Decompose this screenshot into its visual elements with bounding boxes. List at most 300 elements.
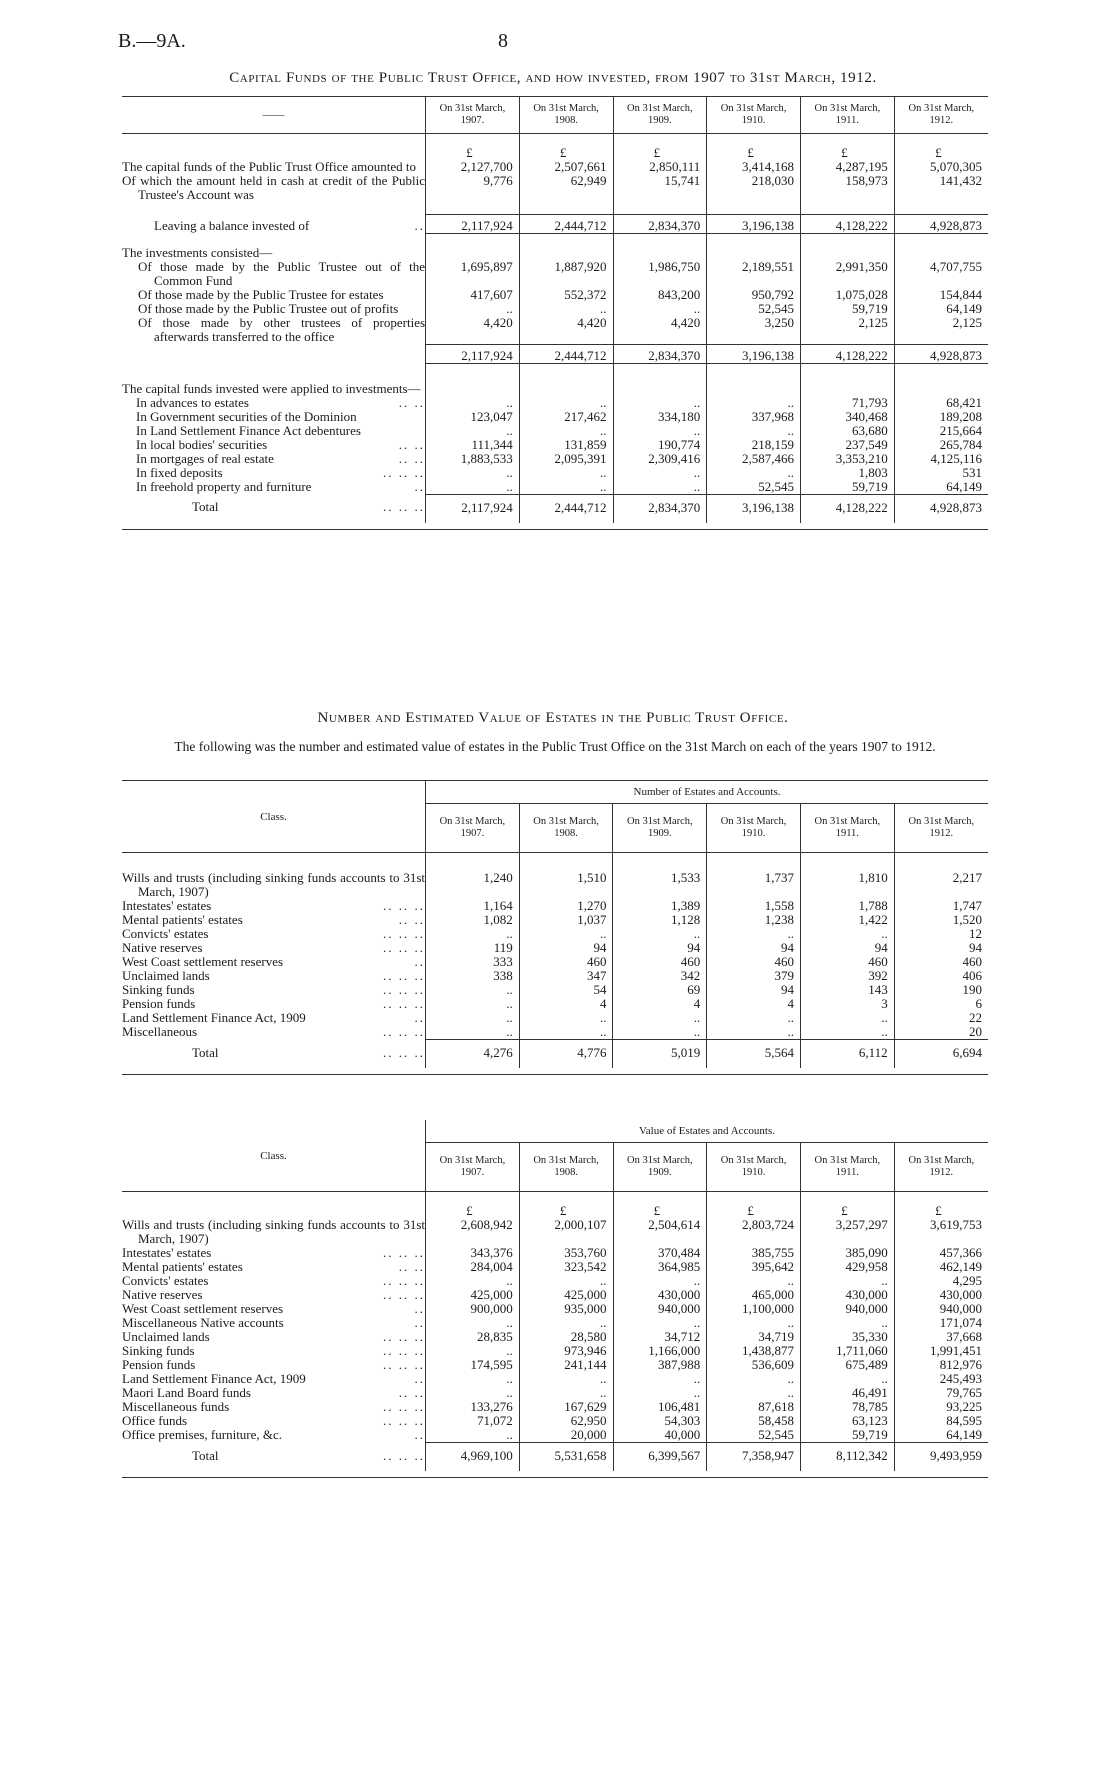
cell: .. <box>426 1025 520 1040</box>
cell: 2,504,614 <box>613 1218 707 1246</box>
cell: 1,082 <box>426 913 520 927</box>
cell: .. <box>800 1011 894 1025</box>
estates-title: Number and Estimated Value of Estates in the Public Trust Office. <box>317 710 789 726</box>
row-label: The investments consisted— <box>122 245 273 260</box>
row-label: Unclaimed lands .. .. .. <box>122 968 426 983</box>
cell: 141,432 <box>894 174 988 202</box>
row-label: In advances to estates .. .. <box>136 394 426 410</box>
cell: .. <box>613 927 707 941</box>
row-label: In local bodies' securities .. .. <box>136 436 426 452</box>
cell: 190,774 <box>613 438 707 452</box>
row-label: In mortgages of real estate .. .. <box>136 450 426 466</box>
cell: 68,421 <box>894 396 988 410</box>
cell: 4,928,873 <box>894 494 988 523</box>
cell: 385,755 <box>707 1246 801 1260</box>
cell: 94 <box>707 941 801 955</box>
cell: 2,444,712 <box>519 494 613 523</box>
capital-funds-title: Capital Funds of the Public Trust Office, and how invested, from 1907 to 31st March, 1912. <box>229 70 877 86</box>
cell: 4,128,222 <box>800 344 894 363</box>
cell: .. <box>426 466 520 480</box>
cell: 1,389 <box>613 899 707 913</box>
cell: 457,366 <box>894 1246 988 1260</box>
cell: 460 <box>894 955 988 969</box>
cell: 935,000 <box>519 1302 613 1316</box>
table-row <box>122 913 988 927</box>
cell: 20,000 <box>519 1428 613 1443</box>
cell: .. <box>800 1316 894 1330</box>
cell: 333 <box>426 955 520 969</box>
number-span-row <box>122 781 988 804</box>
cell: .. <box>613 1386 707 1400</box>
cell: 94 <box>800 941 894 955</box>
cell: 71,793 <box>800 396 894 410</box>
cell: .. <box>613 302 707 316</box>
table-row <box>122 1330 988 1344</box>
cell: 1,100,000 <box>707 1302 801 1316</box>
table-row <box>122 344 988 363</box>
cell: 158,973 <box>800 174 894 202</box>
cell: 3,414,168 <box>707 160 801 174</box>
cell: .. <box>426 997 520 1011</box>
cell: 843,200 <box>613 288 707 302</box>
page-number: 8 <box>498 30 508 52</box>
cell: 4,287,195 <box>800 160 894 174</box>
cell: .. <box>426 983 520 997</box>
table-row <box>122 260 988 288</box>
value-span-header: Value of Estates and Accounts. <box>426 1120 988 1143</box>
cell: .. <box>613 466 707 480</box>
cell: 63,123 <box>800 1414 894 1428</box>
cell: 531 <box>894 466 988 480</box>
cell: 64,149 <box>894 480 988 495</box>
cell: 2,125 <box>894 316 988 344</box>
cell: 69 <box>613 983 707 997</box>
cell: .. <box>519 1316 613 1330</box>
cell: 4,295 <box>894 1274 988 1288</box>
cell: 131,859 <box>519 438 613 452</box>
cell: 364,985 <box>613 1260 707 1274</box>
cell: 552,372 <box>519 288 613 302</box>
cell: 87,618 <box>707 1400 801 1414</box>
cell: 6,112 <box>800 1040 894 1069</box>
cell: 1,422 <box>800 913 894 927</box>
estates-value-table <box>122 1120 988 1478</box>
row-label: Of those made by the Public Trustee for estates <box>138 287 384 302</box>
number-col-1910: On 31st March, 1910. <box>707 804 801 853</box>
cell: 119 <box>426 941 520 955</box>
row-label: Land Settlement Finance Act, 1909 .. <box>122 1010 426 1025</box>
capital-col-1910: On 31st March, 1910. <box>707 97 801 134</box>
table-row <box>122 941 988 955</box>
table-row <box>122 438 988 452</box>
cell: 64,149 <box>894 1428 988 1443</box>
cell: .. <box>613 424 707 438</box>
cell: .. <box>613 1372 707 1386</box>
cell: .. <box>519 1025 613 1040</box>
cell: 460 <box>707 955 801 969</box>
currency-symbol: £ <box>894 146 988 160</box>
table-row <box>122 871 988 899</box>
cell: .. <box>800 1372 894 1386</box>
cell: 190 <box>894 983 988 997</box>
cell: 4,707,755 <box>894 260 988 288</box>
cell: 1,037 <box>519 913 613 927</box>
cell: 12 <box>894 927 988 941</box>
cell: 2,000,107 <box>519 1218 613 1246</box>
cell: 2,117,924 <box>426 494 520 523</box>
total-row <box>122 1443 988 1472</box>
cell: 5,531,658 <box>519 1443 613 1472</box>
cell: 111,344 <box>426 438 520 452</box>
cell: 133,276 <box>426 1400 520 1414</box>
table-row <box>122 424 988 438</box>
cell: 425,000 <box>519 1288 613 1302</box>
cell: 4 <box>613 997 707 1011</box>
table-row <box>122 1428 988 1443</box>
cell: 430,000 <box>613 1288 707 1302</box>
cell: 4,128,222 <box>800 215 894 234</box>
cell: .. <box>613 1025 707 1040</box>
cell: .. <box>426 424 520 438</box>
row-label: Mental patients' estates .. .. <box>122 912 426 927</box>
cell: 940,000 <box>800 1302 894 1316</box>
cell: 5,564 <box>707 1040 801 1069</box>
cell: 6 <box>894 997 988 1011</box>
cell: .. <box>707 1316 801 1330</box>
total-row <box>122 1040 988 1069</box>
cell: 900,000 <box>426 1302 520 1316</box>
table-row <box>122 927 988 941</box>
cell: 22 <box>894 1011 988 1025</box>
row-label: Miscellaneous funds .. .. .. <box>122 1399 426 1414</box>
row-label: Native reserves .. .. .. <box>122 940 426 955</box>
currency-symbol: £ <box>426 146 520 160</box>
currency-symbol: £ <box>800 146 894 160</box>
cell: 1,558 <box>707 899 801 913</box>
cell: 675,489 <box>800 1358 894 1372</box>
cell: 218,030 <box>707 174 801 202</box>
value-col-1908: On 31st March, 1908. <box>519 1143 613 1192</box>
cell: 62,950 <box>519 1414 613 1428</box>
cell: 2,608,942 <box>426 1218 520 1246</box>
cell: 379 <box>707 969 801 983</box>
cell: 536,609 <box>707 1358 801 1372</box>
cell: 34,719 <box>707 1330 801 1344</box>
row-label: Pension funds .. .. .. <box>122 996 426 1011</box>
cell: 4,128,222 <box>800 494 894 523</box>
cell: 94 <box>613 941 707 955</box>
cell: 2,850,111 <box>613 160 707 174</box>
cell: 106,481 <box>613 1400 707 1414</box>
cell: 338 <box>426 969 520 983</box>
cell: .. <box>613 1274 707 1288</box>
cell: 245,493 <box>894 1372 988 1386</box>
cell: 429,958 <box>800 1260 894 1274</box>
number-col-1911: On 31st March, 1911. <box>800 804 894 853</box>
cell: 84,595 <box>894 1414 988 1428</box>
currency-symbol: £ <box>707 1204 801 1218</box>
cell: 4,420 <box>519 316 613 344</box>
table-row <box>122 1260 988 1274</box>
cell: 1,270 <box>519 899 613 913</box>
cell: 265,784 <box>894 438 988 452</box>
cell: 462,149 <box>894 1260 988 1274</box>
currency-symbol: £ <box>519 146 613 160</box>
cell: 1,737 <box>707 871 801 899</box>
capital-col-1907: On 31st March, 1907. <box>426 97 520 134</box>
table-row <box>122 160 988 174</box>
value-col-1909: On 31st March, 1909. <box>613 1143 707 1192</box>
cell: 35,330 <box>800 1330 894 1344</box>
cell: 34,712 <box>613 1330 707 1344</box>
cell: 171,074 <box>894 1316 988 1330</box>
cell: .. <box>426 1316 520 1330</box>
table-row <box>122 382 988 396</box>
estates-number-table <box>122 780 988 1075</box>
table-row <box>122 969 988 983</box>
table-row <box>122 410 988 424</box>
cell: .. <box>613 480 707 495</box>
cell: .. <box>519 927 613 941</box>
cell: 1,166,000 <box>613 1344 707 1358</box>
cell: .. <box>519 1372 613 1386</box>
cell: .. <box>707 396 801 410</box>
cell: 340,468 <box>800 410 894 424</box>
row-label: In fixed deposits .. .. .. <box>136 464 426 480</box>
table-row <box>122 302 988 316</box>
table-row <box>122 983 988 997</box>
cell: 1,887,920 <box>519 260 613 288</box>
cell: 4,420 <box>613 316 707 344</box>
cell: 52,545 <box>707 1428 801 1443</box>
number-col-1912: On 31st March, 1912. <box>894 804 988 853</box>
cell: 343,376 <box>426 1246 520 1260</box>
cell: 1,510 <box>519 871 613 899</box>
cell: .. <box>707 466 801 480</box>
row-label: Intestates' estates .. .. .. <box>122 1245 426 1260</box>
capital-col-1909: On 31st March, 1909. <box>613 97 707 134</box>
cell: 1,238 <box>707 913 801 927</box>
number-col-1907: On 31st March, 1907. <box>426 804 520 853</box>
row-label: Total .. .. .. <box>192 499 426 514</box>
cell: 71,072 <box>426 1414 520 1428</box>
cell: 370,484 <box>613 1246 707 1260</box>
cell: 460 <box>800 955 894 969</box>
cell: 6,399,567 <box>613 1443 707 1472</box>
total-row <box>122 494 988 523</box>
cell: .. <box>707 1372 801 1386</box>
cell: .. <box>613 1011 707 1025</box>
cell: 2,587,466 <box>707 452 801 466</box>
table-row <box>122 316 988 344</box>
cell: 5,070,305 <box>894 160 988 174</box>
cell: 40,000 <box>613 1428 707 1443</box>
row-label: Convicts' estates .. .. .. <box>122 1273 426 1288</box>
cell: 94 <box>894 941 988 955</box>
cell: 64,149 <box>894 302 988 316</box>
cell: 334,180 <box>613 410 707 424</box>
row-label: In Land Settlement Finance Act debentures <box>136 422 361 438</box>
cell: .. <box>426 1344 520 1358</box>
cell: 93,225 <box>894 1400 988 1414</box>
cell: .. <box>426 302 520 316</box>
cell: .. <box>426 1011 520 1025</box>
cell: 4,969,100 <box>426 1443 520 1472</box>
cell: 2,127,700 <box>426 160 520 174</box>
cell: 3,353,210 <box>800 452 894 466</box>
row-label: Wills and trusts (including sinking funds accounts to 31st March, 1907) <box>122 870 426 899</box>
row-label: Office funds .. .. .. <box>122 1413 426 1428</box>
row-label: Sinking funds .. .. .. <box>122 1343 426 1358</box>
table-row <box>122 215 988 234</box>
cell: 3,196,138 <box>707 215 801 234</box>
cell: 4,125,116 <box>894 452 988 466</box>
document-reference: B.—9A. <box>118 30 186 52</box>
cell: 62,949 <box>519 174 613 202</box>
cell: 2,803,724 <box>707 1218 801 1246</box>
row-label: Of those made by the Public Trustee out of profits <box>138 301 399 316</box>
cell: 465,000 <box>707 1288 801 1302</box>
cell: 4,928,873 <box>894 215 988 234</box>
row-label: Of which the amount held in cash at credit of the Public Trustee's Account was <box>122 173 426 202</box>
number-col-1908: On 31st March, 1908. <box>519 804 613 853</box>
currency-symbol: £ <box>613 146 707 160</box>
table-row <box>122 246 988 260</box>
cell: 154,844 <box>894 288 988 302</box>
cell: 812,976 <box>894 1358 988 1372</box>
cell: 1,075,028 <box>800 288 894 302</box>
table-row <box>122 1302 988 1316</box>
number-span-header: Number of Estates and Accounts. <box>426 781 988 804</box>
table-row <box>122 480 988 495</box>
row-label: West Coast settlement reserves .. <box>122 954 426 969</box>
cell: .. <box>519 1274 613 1288</box>
table-row <box>122 955 988 969</box>
row-label: Land Settlement Finance Act, 1909 .. <box>122 1371 426 1386</box>
page-header <box>118 30 988 58</box>
value-currency-row <box>122 1204 988 1218</box>
cell: 2,834,370 <box>613 494 707 523</box>
cell: 1,747 <box>894 899 988 913</box>
cell: 2,217 <box>894 871 988 899</box>
capital-col-1912: On 31st March, 1912. <box>894 97 988 134</box>
cell: 4 <box>519 997 613 1011</box>
cell: 2,444,712 <box>519 215 613 234</box>
cell: 189,208 <box>894 410 988 424</box>
table-row <box>122 396 988 410</box>
cell: .. <box>519 396 613 410</box>
cell: 2,189,551 <box>707 260 801 288</box>
cell: 1,711,060 <box>800 1344 894 1358</box>
table-row <box>122 466 988 480</box>
cell: .. <box>800 927 894 941</box>
currency-symbol: £ <box>613 1204 707 1218</box>
row-label: Leaving a balance invested of .. <box>154 217 426 233</box>
cell: .. <box>707 1011 801 1025</box>
capital-funds-table <box>122 96 988 530</box>
cell: .. <box>707 424 801 438</box>
cell: .. <box>613 1316 707 1330</box>
capital-currency-row <box>122 146 988 160</box>
currency-symbol: £ <box>800 1204 894 1218</box>
cell: .. <box>519 480 613 495</box>
cell: 9,776 <box>426 174 520 202</box>
row-label: Pension funds .. .. .. <box>122 1357 426 1372</box>
cell: 3 <box>800 997 894 1011</box>
cell: 54,303 <box>613 1414 707 1428</box>
cell: 52,545 <box>707 302 801 316</box>
cell: 347 <box>519 969 613 983</box>
cell: 2,125 <box>800 316 894 344</box>
cell: 4,928,873 <box>894 344 988 363</box>
currency-symbol: £ <box>426 1204 520 1218</box>
cell: 460 <box>519 955 613 969</box>
number-col-1909: On 31st March, 1909. <box>613 804 707 853</box>
cell: 2,991,350 <box>800 260 894 288</box>
cell: 15,741 <box>613 174 707 202</box>
class-header: Class. <box>122 1120 426 1192</box>
cell: 4 <box>707 997 801 1011</box>
cell: 237,549 <box>800 438 894 452</box>
cell: .. <box>426 480 520 495</box>
cell: 3,196,138 <box>707 344 801 363</box>
cell: 950,792 <box>707 288 801 302</box>
cell: 59,719 <box>800 302 894 316</box>
row-label: Mental patients' estates .. .. <box>122 1259 426 1274</box>
cell: 1,533 <box>613 871 707 899</box>
value-span-row <box>122 1120 988 1143</box>
row-label <box>122 344 426 363</box>
cell: .. <box>426 1372 520 1386</box>
cell: 54 <box>519 983 613 997</box>
row-label: Miscellaneous .. .. .. <box>122 1024 426 1039</box>
cell: 79,765 <box>894 1386 988 1400</box>
currency-symbol: £ <box>519 1204 613 1218</box>
cell: 3,619,753 <box>894 1218 988 1246</box>
cell: 4,276 <box>426 1040 520 1069</box>
cell: 460 <box>613 955 707 969</box>
cell: 241,144 <box>519 1358 613 1372</box>
row-label: The capital funds invested were applied to investments— <box>122 380 421 396</box>
cell: 1,128 <box>613 913 707 927</box>
row-label: Of those made by other trustees of properties afterwards transferred to the office <box>138 315 426 344</box>
cell: 1,520 <box>894 913 988 927</box>
cell: 8,112,342 <box>800 1443 894 1472</box>
value-col-1911: On 31st March, 1911. <box>800 1143 894 1192</box>
cell: 337,968 <box>707 410 801 424</box>
cell: 2,444,712 <box>519 344 613 363</box>
cell: .. <box>800 1274 894 1288</box>
cell: .. <box>613 396 707 410</box>
cell: 6,694 <box>894 1040 988 1069</box>
table-row <box>122 1274 988 1288</box>
cell: 392 <box>800 969 894 983</box>
row-label: Total .. .. .. <box>192 1447 426 1463</box>
cell: 20 <box>894 1025 988 1040</box>
table-row <box>122 1414 988 1428</box>
cell: 1,803 <box>800 466 894 480</box>
cell: .. <box>519 1011 613 1025</box>
cell: 167,629 <box>519 1400 613 1414</box>
cell: 2,834,370 <box>613 344 707 363</box>
cell: .. <box>707 927 801 941</box>
cell: .. <box>707 1386 801 1400</box>
cell: 2,117,924 <box>426 215 520 234</box>
cell: 2,309,416 <box>613 452 707 466</box>
cell: 1,788 <box>800 899 894 913</box>
cell: 2,117,924 <box>426 344 520 363</box>
cell: 28,835 <box>426 1330 520 1344</box>
